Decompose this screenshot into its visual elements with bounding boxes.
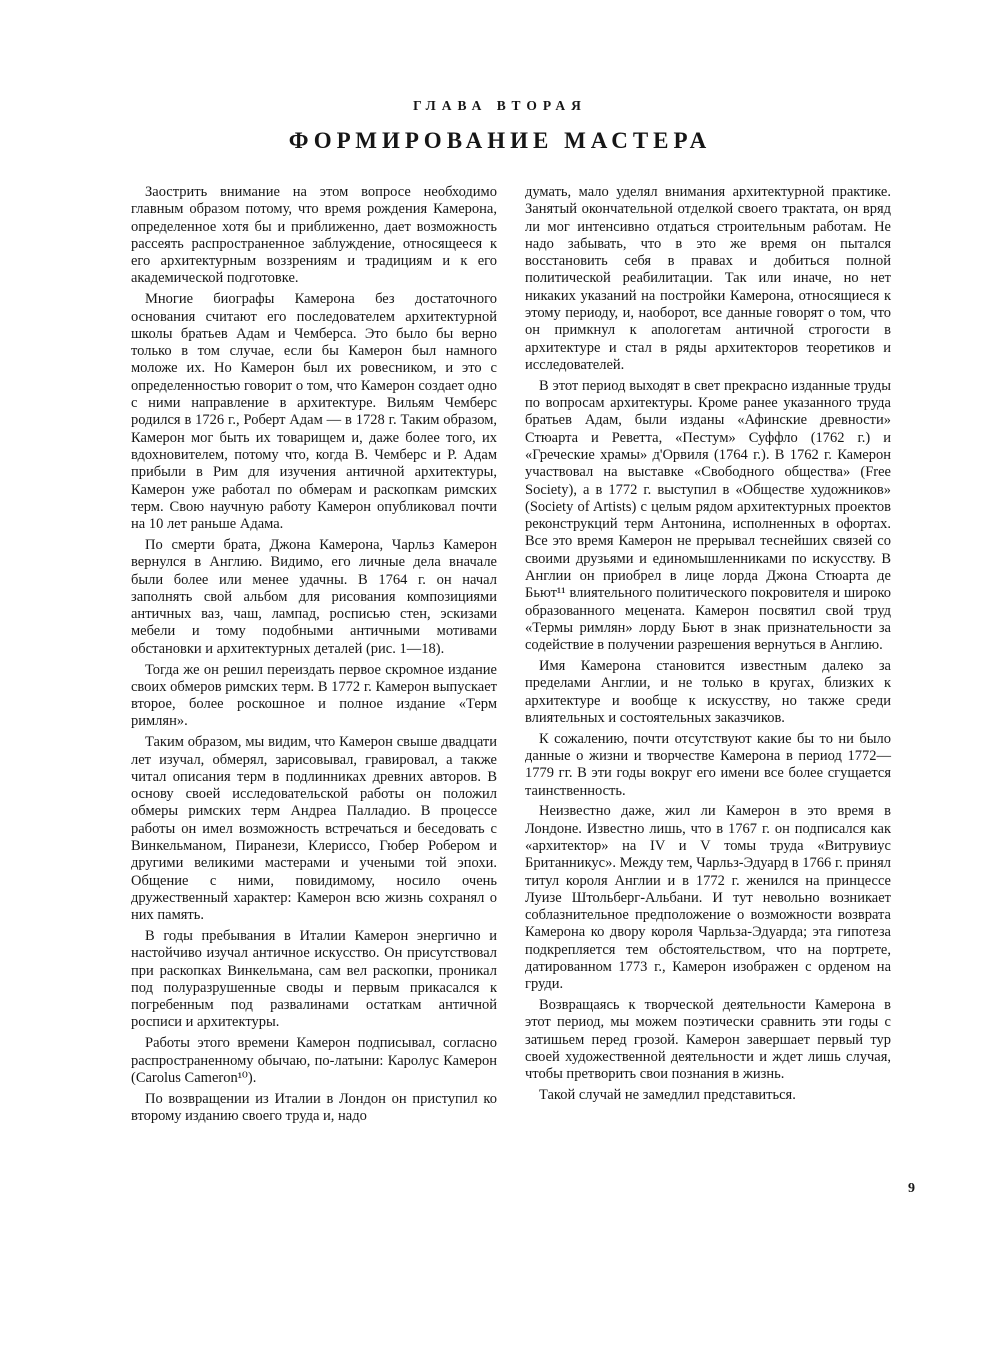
- paragraph: Работы этого времени Камерон подписывал, согласно распространенному обычаю, по-латыни: Каролус Камерон (Carolus Cameron¹⁰).: [131, 1035, 497, 1086]
- chapter-label: ГЛАВА ВТОРАЯ: [413, 98, 587, 113]
- paragraph: К сожалению, почти отсутствуют какие бы то ни было данные о жизни и творчестве Камерона в период 1772—1779 гг. В эти годы вокруг его имени все более сгущается таинственность.: [525, 730, 891, 799]
- paragraph: Заострить внимание на этом вопросе необходимо главным образом потому, что время рождения Камерона, определенное хотя бы и приближенно, дает возможность рассеять распространенное заблуждение, относящееся к его архитектурным воззрениям и традициям и к его академической подготовке.: [131, 184, 497, 287]
- paragraph: Такой случай не замедлил представиться.: [539, 1087, 796, 1104]
- paragraph: Многие биографы Камерона без достаточного основания считают его последователем архитектурной школы братьев Адам и Чемберса. Это было бы верно только в том случае, если бы Камерон был намного моложе их. Но Камерон был их ровесником, и это с определенностью говорит о том, что Камерон создает одно с ними направление в архитектуре. Вильям Чемберс родился в 1726 г., Роберт Адам — в 1728 г. Таким образом, Камерон мог быть их товарищем и, даже более того, их вдохновителем, потому что, когда В. Чемберс и Р. Адам прибыли в Рим для изучения античной архитектуры, Камерон уже работал по обмерам и раскопкам римских терм. Свою научную работу Камерон опубликовал почти на 10 лет раньше Адама.: [131, 291, 497, 533]
- paragraph: По смерти брата, Джона Камерона, Чарльз Камерон вернулся в Англию. Видимо, его личные дела вначале были более или менее удачны. В 1764 г. он начал заполнять свой альбом для рисования композициями античных ваз, чаш, лампад, росписью стен, эскизами мебели и тому подобными античными мотивами обстановки и архитектурных деталей (рис. 1—18).: [131, 536, 497, 657]
- paragraph: В этот период выходят в свет прекрасно изданные труды по вопросам архитектуры. Кроме ранее указанного труда братьев Адам, были изданы «Афинские древности» Стюарта и Реветта, «Пестум» Суффло (1762 г.) и «Греческие храмы» д'Орвиля (1764 г.). В 1762 г. Камерон участвовал на выставке «Свободного общества» (Free Society), а в 1772 г. выступил в «Обществе художников» (Society of Artists) с целым рядом архитектурных проектов реконструкций терм Антонина, исполненных в офортах. Все это время Камерон не прерывал теснейших связей со своими друзьями и единомышленниками по искусству. В Англии он приобрел в лице лорда Джона Стюарта де Бьют¹¹ влиятельного политического покровителя и широко образованного мецената. Камерон посвятил свой труд «Термы римлян» лорду Бьют в знак признательности за содействие в получении разрешения вернуться в Англию.: [525, 377, 891, 654]
- paragraph: Тогда же он решил переиздать первое скромное издание своих обмеров римских терм. В 1772 г. Камерон выпускает второе, более роскошное и полное издание «Терм римлян».: [131, 661, 497, 730]
- right-column: [525, 184, 891, 1108]
- chapter-title: ФОРМИРОВАНИЕ МАСТЕРА: [288, 128, 712, 153]
- paragraph: Неизвестно даже, жил ли Камерон в это время в Лондоне. Известно лишь, что в 1767 г. он подписался как «архитектор» на IV и V томы труда «Витрувиус Британникус». Между тем, Чарльз-Эдуард в 1766 г. принял титул короля Англии и в 1772 г. женился на принцессе Луизе Штольберг-Альбани. И тут невольно возникает соблазнительное предположение о возможности возврата Камерона ко двору короля Чарльза-Эдуарда; эта гипотеза подкрепляется тем обстоятельством, что на портрете, датированном 1773 г., Камерон изображен с орденом на груди.: [525, 803, 891, 993]
- paragraph: В годы пребывания в Италии Камерон энергично и настойчиво изучал античное искусство. Он присутствовал при раскопках Винкельмана, сам вел раскопки, проникал под полуразрушенные своды и первым прикасался к погребенным под развалинами остаткам античной росписи и архитектуры.: [131, 927, 497, 1031]
- paragraph: думать, мало уделял внимания архитектурной практике. Занятый окончательной отделкой своего трактата, он вряд ли мог интенсивно отдаться строительным работам. Не надо забывать, что в это же время он пытался восстановить себя в правах и добиться полной политической реабилитации. Так или иначе, но нет никаких указаний на постройки Камерона, относящиеся к этому периоду, и, наоборот, все данные говорят о том, что он примкнул к апологетам античной строгости в архитектуре и стал в ряды архитекторов теоретиков и исследователей.: [525, 184, 891, 373]
- left-column: [131, 184, 497, 1129]
- paragraph: Таким образом, мы видим, что Камерон свыше двадцати лет изучал, обмерял, зарисовывал, гравировал, а также читал описания терм в подлинниках древних авторов. В основу своей исследовательской работы он положил обмеры римских терм Андреа Палладио. В процессе работы он имел возможность встречаться и беседовать с Винкельманом, Пиранези, Клериссо, Гюбер Робером и другими великими мастерами и учеными той эпохи. Общение с ними, повидимому, носило очень дружественный характер: Камерон всю жизнь сохранял о них память.: [131, 734, 497, 924]
- paragraph: Возвращаясь к творческой деятельности Камерона в этот период, мы можем поэтически сравнить эти годы с затишьем перед грозой. Камерон завершает первый тур своей художественной деятельности и ждет лишь случая, чтобы претворить свои познания в жизнь.: [525, 997, 891, 1083]
- paragraph: Имя Камерона становится известным далеко за пределами Англии, и не только в кругах, близких к архитектуре и вообще к искусству, но также среди влиятельных и состоятельных заказчиков.: [525, 658, 891, 726]
- page-number: 9: [908, 1181, 915, 1196]
- paragraph: По возвращении из Италии в Лондон он приступил ко второму изданию своего труда и, надо: [131, 1090, 497, 1124]
